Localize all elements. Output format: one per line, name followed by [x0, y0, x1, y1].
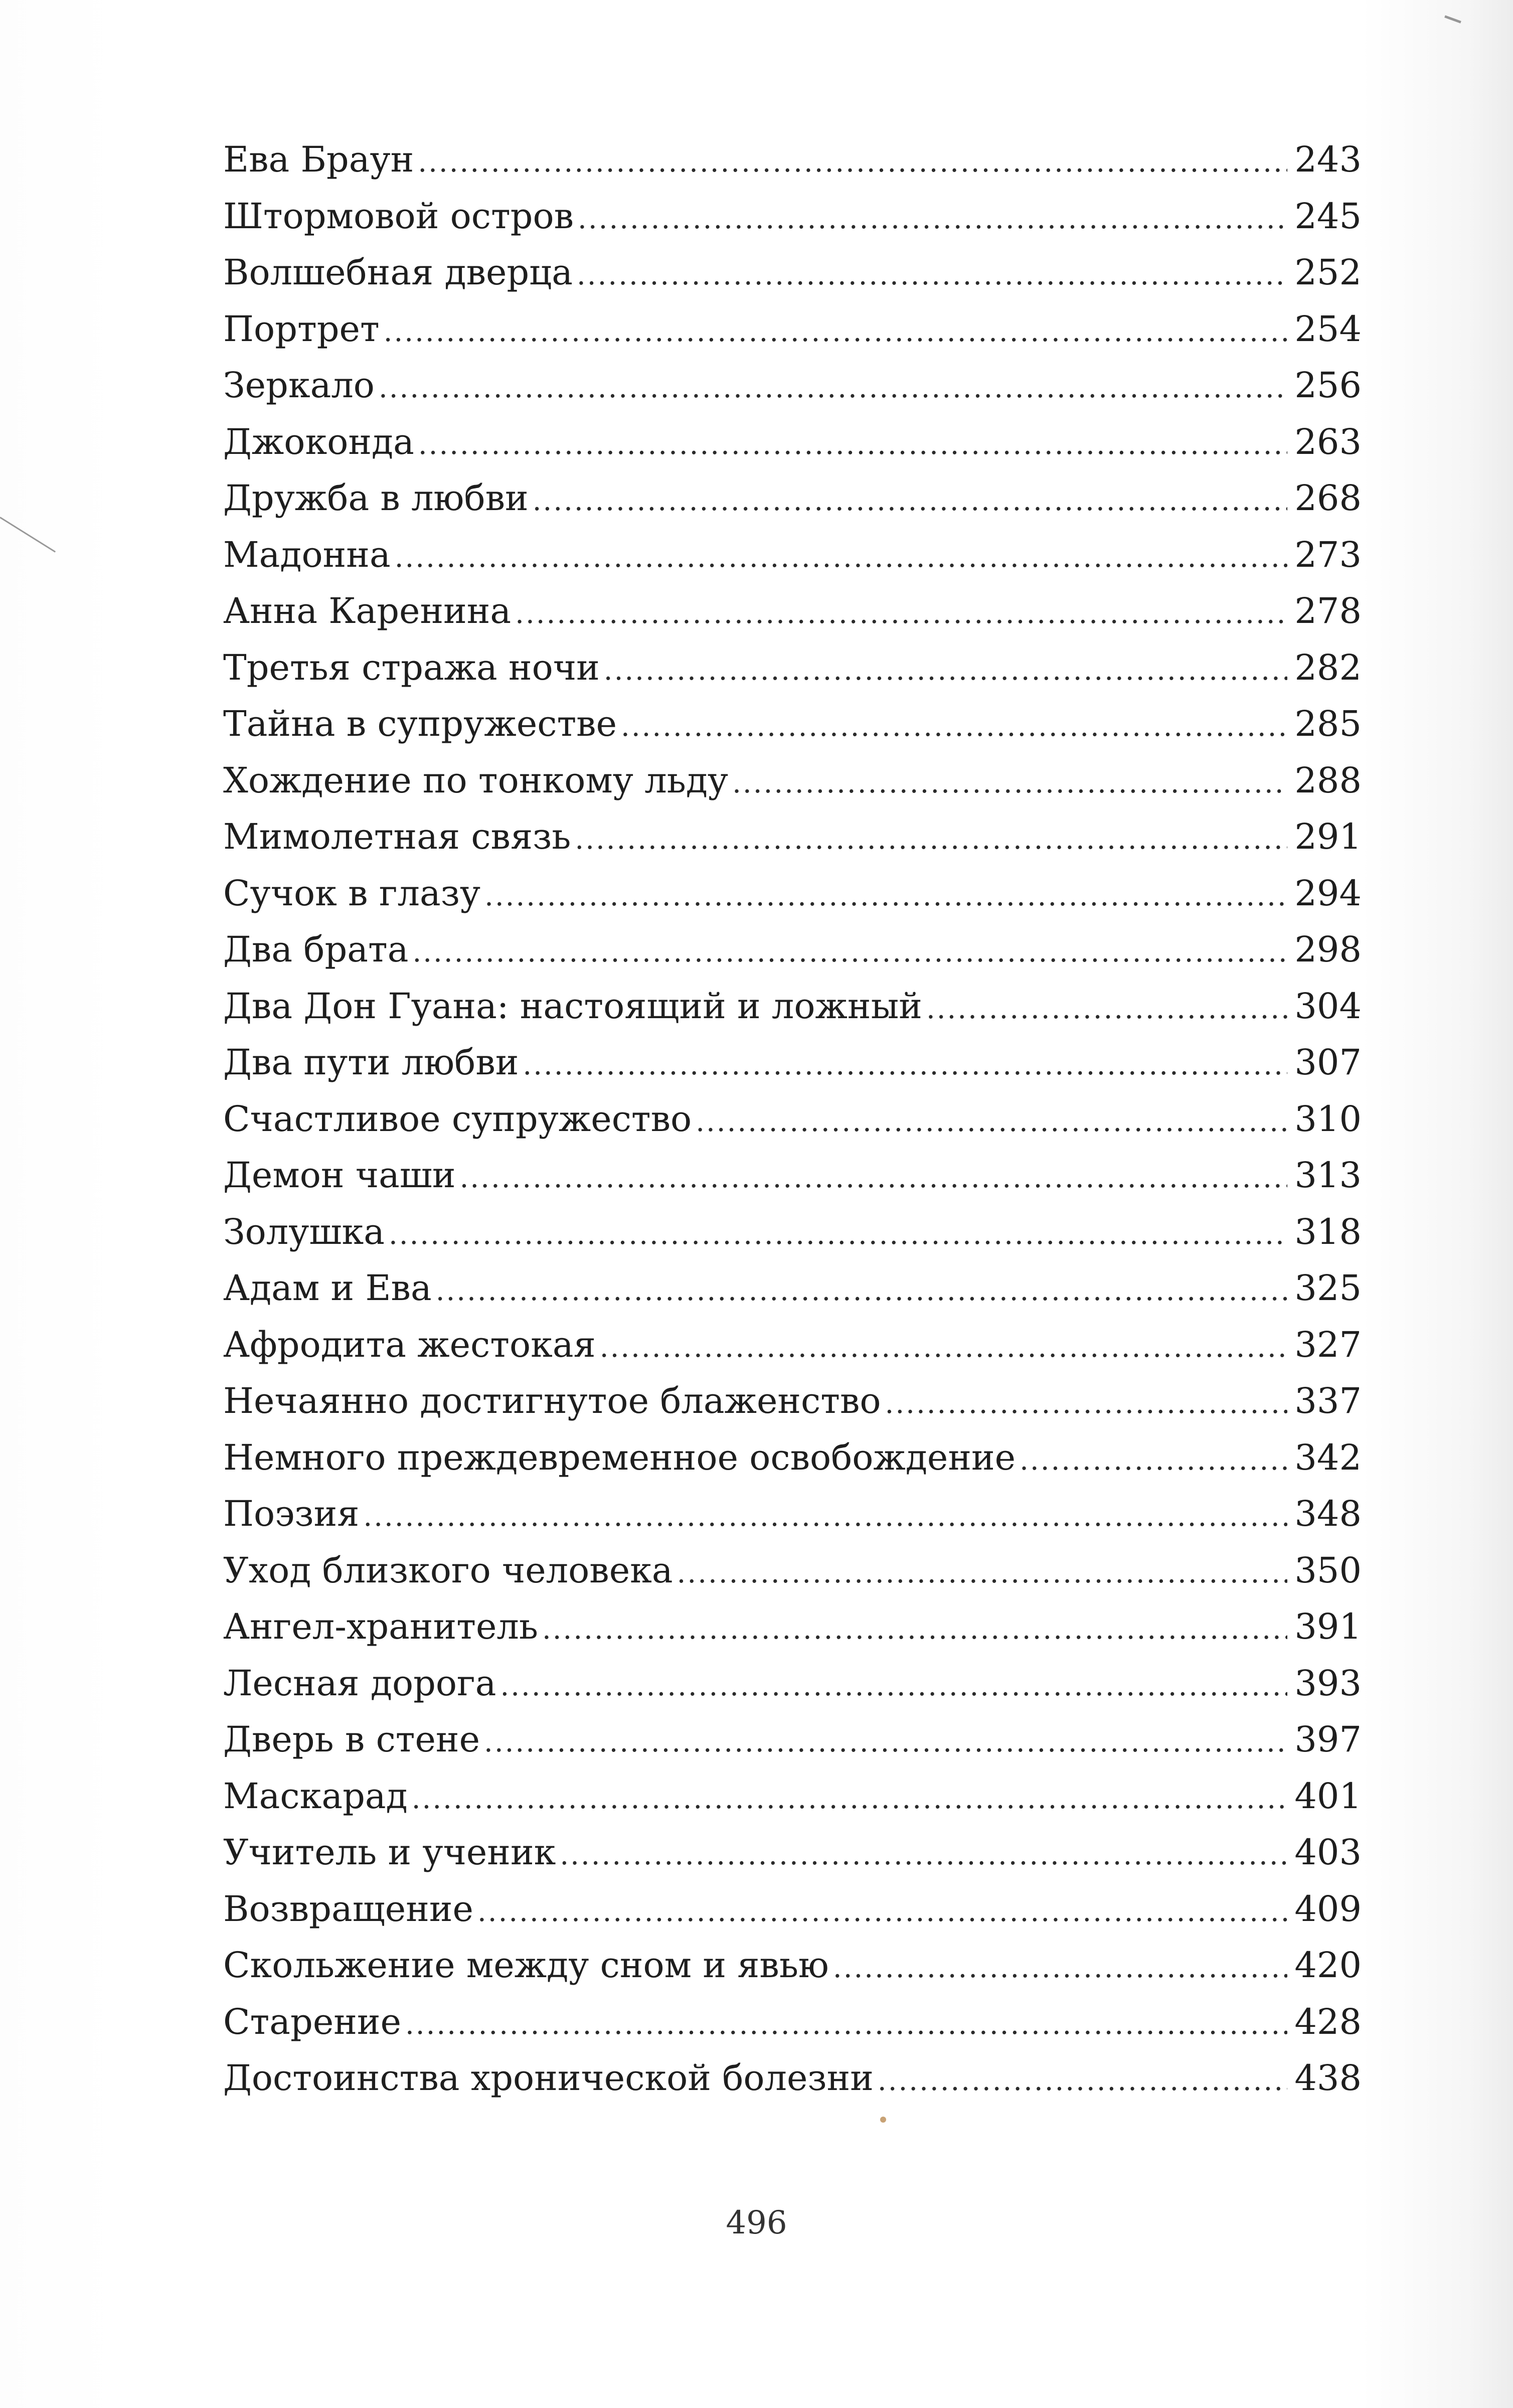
toc-entry-title: Лесная дорога: [223, 1662, 496, 1704]
toc-entry-page: 393: [1294, 1662, 1362, 1704]
toc-entry-title: Афродита жестокая: [223, 1324, 596, 1365]
page-number: 496: [726, 2204, 787, 2241]
toc-entry-title: Портрет: [223, 308, 380, 350]
toc-entry: [223, 1542, 1362, 1599]
toc-entry: [223, 1711, 1362, 1768]
toc-entry: [223, 1429, 1362, 1486]
dot-leader: [732, 755, 1287, 812]
toc-entry-title: Поэзия: [223, 1493, 360, 1534]
toc-entry-page: 313: [1294, 1155, 1362, 1196]
toc-entry: [223, 2050, 1362, 2107]
toc-entry: [223, 301, 1362, 358]
dot-leader: [542, 1601, 1287, 1658]
toc-entry-title: Достоинства хронической болезни: [223, 2057, 874, 2099]
toc-entry: [223, 1937, 1362, 1994]
toc-entry: [223, 131, 1362, 188]
dot-leader: [833, 1940, 1287, 1997]
toc-entry-page: 307: [1294, 1042, 1362, 1083]
toc-entry-page: 327: [1294, 1324, 1362, 1365]
toc-entry-title: Ангел-хранитель: [223, 1606, 538, 1647]
dot-leader: [604, 643, 1287, 699]
toc-entry: [223, 809, 1362, 865]
toc-entry-page: 254: [1294, 308, 1362, 350]
toc-entry-page: 397: [1294, 1719, 1362, 1760]
toc-entry-page: 325: [1294, 1267, 1362, 1309]
dot-leader: [515, 586, 1287, 643]
toc-entry-page: 438: [1294, 2057, 1362, 2099]
dot-leader: [696, 1094, 1287, 1151]
toc-entry: [223, 865, 1362, 922]
toc-entry-title: Мадонна: [223, 534, 391, 575]
toc-entry-page: 403: [1294, 1832, 1362, 1873]
toc-entry: [223, 1598, 1362, 1655]
toc-entry-title: Джоконда: [223, 421, 414, 462]
dot-leader: [621, 699, 1287, 755]
toc-entry-title: Штормовой остров: [223, 195, 574, 237]
dot-leader: [484, 1714, 1287, 1771]
toc-entry-title: Немного преждевременное освобождение: [223, 1436, 1016, 1478]
toc-entry: [223, 1034, 1362, 1091]
toc-entry-title: Два Дон Гуана: настоящий и ложный: [223, 985, 922, 1027]
dot-leader: [577, 247, 1287, 304]
dot-leader: [436, 1263, 1287, 1320]
dot-leader: [500, 1658, 1287, 1715]
toc-entry: [223, 1486, 1362, 1542]
table-of-contents: [223, 131, 1362, 2107]
toc-entry-title: Возвращение: [223, 1888, 473, 1930]
dot-leader: [1020, 1432, 1287, 1489]
toc-entry-title: Зеркало: [223, 365, 375, 406]
toc-entry: [223, 414, 1362, 470]
toc-entry-title: Дверь в стене: [223, 1719, 480, 1760]
toc-entry: [223, 1994, 1362, 2050]
toc-entry-title: Золушка: [223, 1211, 385, 1252]
toc-entry: [223, 1204, 1362, 1260]
toc-entry-title: Скольжение между сном и явью: [223, 1945, 829, 1986]
toc-entry-title: Счастливое супружество: [223, 1098, 692, 1140]
toc-entry-page: 268: [1294, 477, 1362, 519]
toc-entry-page: 391: [1294, 1606, 1362, 1647]
toc-entry-page: 401: [1294, 1775, 1362, 1817]
toc-entry-page: 348: [1294, 1493, 1362, 1534]
toc-entry-page: 304: [1294, 985, 1362, 1027]
toc-entry-title: Адам и Ева: [223, 1267, 432, 1309]
toc-entry-title: Нечаянно достигнутое блаженство: [223, 1380, 881, 1421]
dot-leader: [533, 473, 1287, 530]
toc-entry-title: Два брата: [223, 929, 409, 970]
toc-entry: [223, 1768, 1362, 1825]
toc-entry-page: 245: [1294, 195, 1362, 237]
toc-entry: [223, 188, 1362, 245]
stray-mark: [0, 517, 56, 552]
toc-entry-title: Хождение по тонкому льду: [223, 759, 729, 801]
dot-leader: [523, 1037, 1287, 1094]
toc-entry-page: 350: [1294, 1549, 1362, 1591]
dot-leader: [379, 360, 1287, 417]
toc-entry-page: 263: [1294, 421, 1362, 462]
toc-entry: [223, 1147, 1362, 1204]
toc-entry-page: 294: [1294, 872, 1362, 914]
dot-leader: [878, 2053, 1287, 2110]
toc-entry-page: 318: [1294, 1211, 1362, 1252]
dot-leader: [600, 1320, 1287, 1376]
toc-entry-title: Сучок в глазу: [223, 872, 481, 914]
toc-entry: [223, 527, 1362, 583]
dot-leader: [395, 530, 1287, 586]
stray-mark: [1444, 15, 1461, 23]
toc-entry-page: 285: [1294, 703, 1362, 744]
toc-entry-page: 420: [1294, 1945, 1362, 1986]
toc-entry-title: Учитель и ученик: [223, 1832, 556, 1873]
toc-entry: [223, 1317, 1362, 1373]
toc-entry-page: 342: [1294, 1436, 1362, 1478]
dot-leader: [578, 191, 1287, 248]
toc-entry-title: Тайна в супружестве: [223, 703, 617, 744]
dot-leader: [460, 1150, 1287, 1207]
dot-leader: [926, 981, 1287, 1038]
toc-entry: [223, 1881, 1362, 1938]
dot-leader: [412, 924, 1287, 981]
toc-entry-title: Волшебная дверца: [223, 252, 573, 293]
toc-entry-title: Дружба в любви: [223, 477, 529, 519]
toc-entry: [223, 1260, 1362, 1317]
dot-leader: [484, 868, 1287, 925]
dot-leader: [560, 1827, 1287, 1884]
dot-leader: [389, 1207, 1287, 1263]
toc-entry: [223, 1373, 1362, 1429]
toc-entry-page: 243: [1294, 139, 1362, 180]
toc-entry-title: Демон чаши: [223, 1155, 456, 1196]
toc-entry-page: 310: [1294, 1098, 1362, 1140]
toc-entry-page: 288: [1294, 759, 1362, 801]
toc-entry-title: Мимолетная связь: [223, 816, 571, 857]
dot-leader: [418, 134, 1287, 191]
dot-leader: [363, 1489, 1287, 1545]
dot-leader: [575, 812, 1287, 868]
toc-entry: [223, 244, 1362, 301]
dot-leader: [418, 417, 1287, 473]
toc-entry-page: 428: [1294, 2001, 1362, 2042]
toc-entry-page: 337: [1294, 1380, 1362, 1421]
toc-entry: [223, 583, 1362, 639]
toc-entry: [223, 978, 1362, 1035]
toc-entry: [223, 696, 1362, 752]
toc-entry-page: 256: [1294, 365, 1362, 406]
dot-leader: [477, 1884, 1287, 1941]
toc-entry-title: Два пути любви: [223, 1042, 519, 1083]
toc-entry-page: 252: [1294, 252, 1362, 293]
dot-leader: [677, 1545, 1287, 1602]
toc-entry-title: Старение: [223, 2001, 401, 2042]
toc-entry: [223, 1655, 1362, 1712]
toc-entry: [223, 921, 1362, 978]
toc-entry: [223, 470, 1362, 527]
toc-entry-page: 409: [1294, 1888, 1362, 1930]
toc-entry: [223, 1091, 1362, 1148]
toc-entry-title: Третья стража ночи: [223, 647, 600, 688]
ink-speck: [880, 2117, 886, 2123]
toc-entry-title: Ева Браун: [223, 139, 414, 180]
dot-leader: [405, 1997, 1287, 2053]
toc-entry-page: 291: [1294, 816, 1362, 857]
toc-entry-page: 282: [1294, 647, 1362, 688]
toc-entry-page: 278: [1294, 590, 1362, 631]
toc-entry-title: Уход близкого человека: [223, 1549, 673, 1591]
dot-leader: [412, 1771, 1287, 1828]
toc-entry-title: Маскарад: [223, 1775, 408, 1817]
toc-entry: [223, 357, 1362, 414]
toc-entry: [223, 752, 1362, 809]
toc-entry-page: 298: [1294, 929, 1362, 970]
toc-entry-page: 273: [1294, 534, 1362, 575]
dot-leader: [384, 304, 1287, 361]
toc-entry: [223, 1824, 1362, 1881]
toc-entry: [223, 639, 1362, 696]
dot-leader: [885, 1376, 1287, 1432]
toc-entry-title: Анна Каренина: [223, 590, 512, 631]
